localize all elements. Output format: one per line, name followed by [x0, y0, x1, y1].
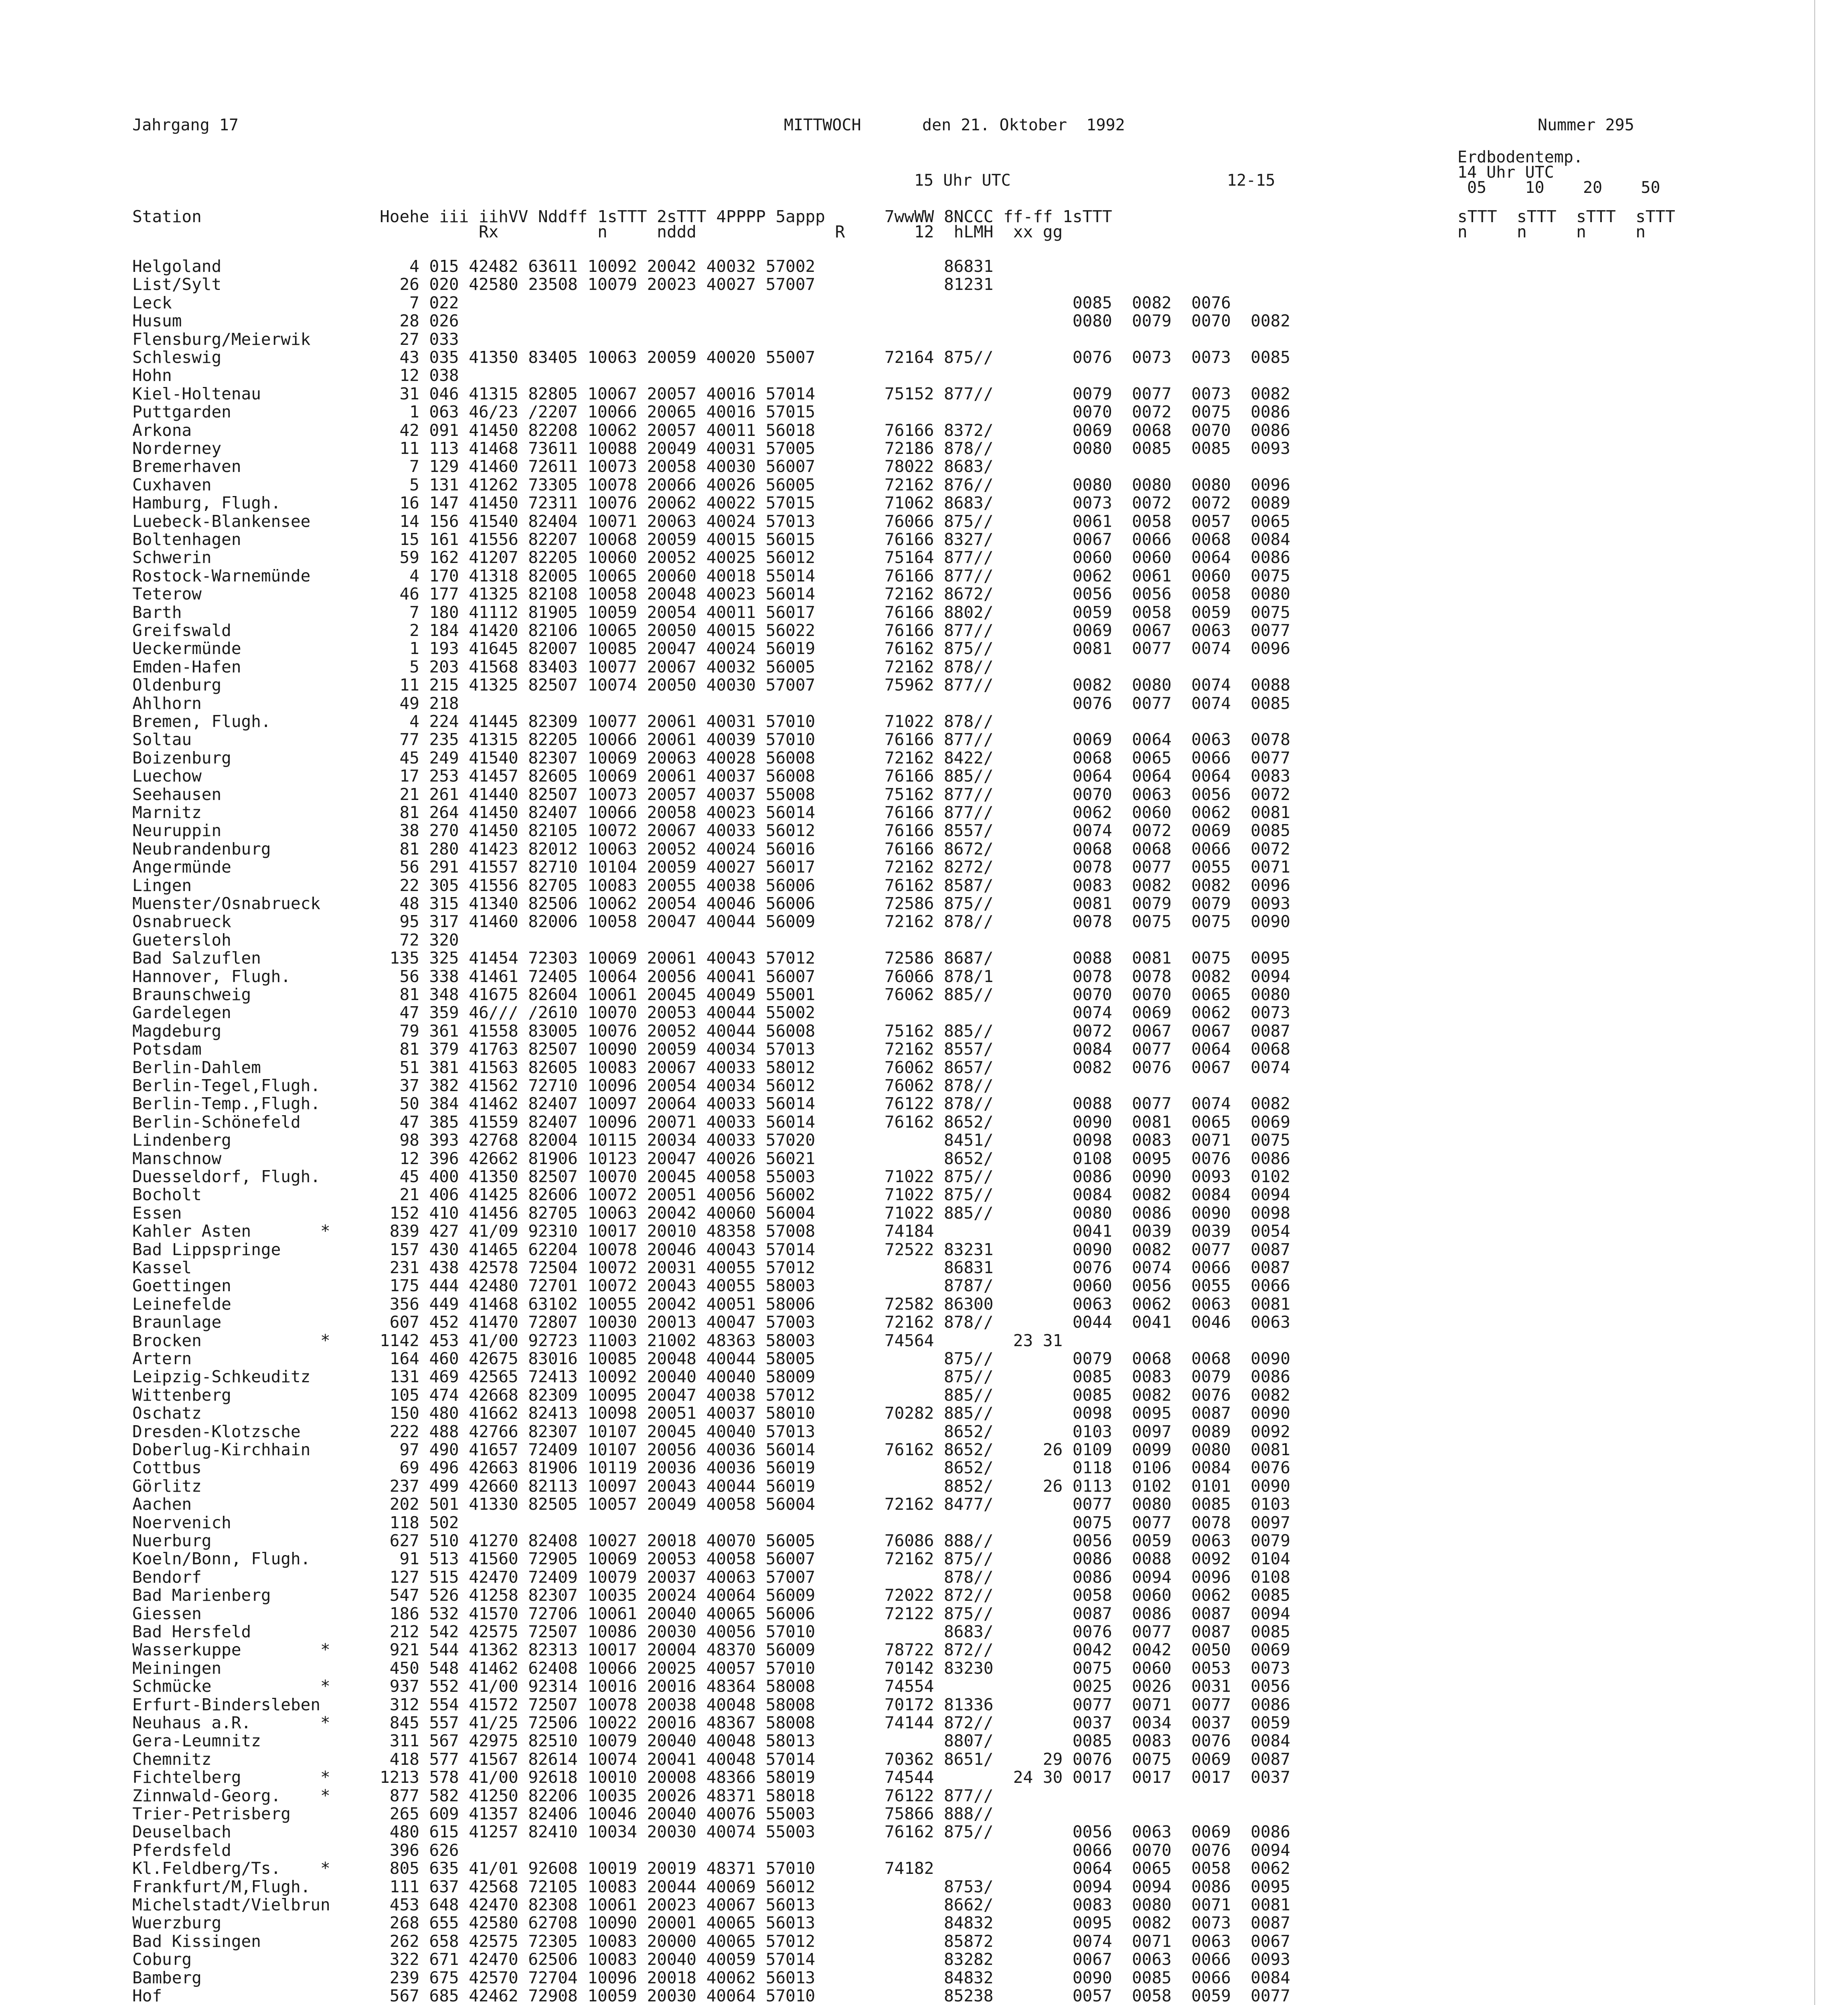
station-row: List/Sylt 26 020 42580 23508 10079 20023 40027 57007 81231	[132, 275, 994, 294]
station-row: Kassel 231 438 42578 72504 10072 20031 40055 57012 86831 0076 0074 0066 0087	[132, 1258, 1291, 1277]
station-row: Doberlug-Kirchhain 97 490 41657 72409 10107 20056 40036 56014 76162 8652/ 26 0109 0099 0080 0081	[132, 1440, 1291, 1459]
station-row: Boizenburg 45 249 41540 82307 10069 20063 40028 56008 72162 8422/ 0068 0065 0066 0077	[132, 748, 1291, 768]
station-row: Hohn 12 038	[132, 366, 459, 385]
station-row: Potsdam 81 379 41763 82507 10090 20059 40034 57013 72162 8557/ 0084 0077 0064 0068	[132, 1039, 1291, 1059]
soil-temp-title: Erdbodentemp.	[1457, 148, 1583, 166]
station-row: Duesseldorf, Flugh. 45 400 41350 82507 10070 20045 40058 55003 71022 875// 0086 0090 0093 0102	[132, 1167, 1291, 1186]
page-edge-right	[1814, 0, 1815, 2005]
station-row: Schleswig 43 035 41350 83405 10063 20059 40020 55007 72164 875// 0076 0073 0073 0085	[132, 348, 1291, 367]
station-row: Artern 164 460 42675 83016 10085 20048 40044 58005 875// 0079 0068 0068 0090	[132, 1349, 1291, 1368]
station-row: Lingen 22 305 41556 82705 10083 20055 40038 56006 76162 8587/ 0083 0082 0082 0096	[132, 875, 1291, 895]
station-row: Bad Kissingen 262 658 42575 72305 10083 20000 40065 57012 85872 0074 0071 0063 0067	[132, 1931, 1291, 1951]
station-row: Angermünde 56 291 41557 82710 10104 20059 40027 56017 72162 8272/ 0078 0077 0055 0071	[132, 857, 1291, 877]
station-row: Bad Hersfeld 212 542 42575 72507 10086 20030 40056 57010 8683/ 0076 0077 0087 0085	[132, 1622, 1291, 1641]
station-row: Boltenhagen 15 161 41556 82207 10068 20059 40015 56015 76166 8327/ 0067 0066 0068 0084	[132, 530, 1291, 549]
station-row: Bremerhaven 7 129 41460 72611 10073 20058 40030 56007 78022 8683/	[132, 457, 994, 476]
station-row: Luebeck-Blankensee 14 156 41540 82404 10071 20063 40024 57013 76066 875// 0061 0058 0057 0065	[132, 511, 1291, 531]
station-row: Neuruppin 38 270 41450 82105 10072 20067 40033 56012 76166 8557/ 0074 0072 0069 0085	[132, 821, 1291, 840]
station-row: Kiel-Holtenau 31 046 41315 82805 10067 20057 40016 57014 75152 877// 0079 0077 0073 0082	[132, 384, 1291, 403]
station-row: Chemnitz 418 577 41567 82614 10074 20041 40048 57014 70362 8651/ 29 0076 0075 0069 0087	[132, 1749, 1291, 1769]
issue-number: Nummer 295	[1538, 116, 1634, 134]
soil-header-line1: sTTT sTTT sTTT sTTT	[1457, 207, 1676, 226]
station-row: Frankfurt/M,Flugh. 111 637 42568 72105 10083 20044 40069 56012 8753/ 0094 0094 0086 0095	[132, 1877, 1291, 1896]
station-row: Cuxhaven 5 131 41262 73305 10078 20066 40026 56005 72162 876// 0080 0080 0080 0096	[132, 475, 1291, 494]
station-row: Emden-Hafen 5 203 41568 83403 10077 20067 40032 56005 72162 878//	[132, 657, 994, 676]
station-row: Braunschweig 81 348 41675 82604 10061 20045 40049 55001 76062 885// 0070 0070 0065 0080	[132, 985, 1291, 1004]
station-row: Noervenich 118 502 0075 0077 0078 0097	[132, 1513, 1291, 1532]
station-row: Braunlage 607 452 41470 72807 10030 20013 40047 57003 72162 878// 0044 0041 0046 0063	[132, 1312, 1291, 1332]
station-row: Bocholt 21 406 41425 82606 10072 20051 40056 56002 71022 875// 0084 0082 0084 0094	[132, 1185, 1291, 1205]
station-row: Gera-Leumnitz 311 567 42975 82510 10079 20040 40048 58013 8807/ 0085 0083 0076 0084	[132, 1731, 1291, 1751]
station-row: Leck 7 022 0085 0082 0076	[132, 293, 1231, 312]
station-row: Muenster/Osnabrueck 48 315 41340 82506 10062 20054 40046 56006 72586 875// 0081 0079 0079 0093	[132, 894, 1291, 913]
station-row: Teterow 46 177 41325 82108 10058 20048 40023 56014 72162 8672/ 0056 0056 0058 0080	[132, 584, 1291, 604]
station-row: Hof 567 685 42462 72908 10059 20030 40064 57010 85238 0057 0058 0059 0077	[132, 1986, 1291, 2005]
station-row: Flensburg/Meierwik 27 033	[132, 329, 459, 349]
station-row: Cottbus 69 496 42663 81906 10119 20036 40036 56019 8652/ 0118 0106 0084 0076	[132, 1458, 1291, 1478]
station-row: Soltau 77 235 41315 82205 10066 20061 40039 57010 76166 877// 0069 0064 0063 0078	[132, 730, 1291, 749]
station-row: Neubrandenburg 81 280 41423 82012 10063 20052 40024 56016 76166 8672/ 0068 0068 0066 0072	[132, 839, 1291, 859]
obs-time-1215: 12-15	[1227, 171, 1275, 190]
station-row: Bamberg 239 675 42570 72704 10096 20018 40062 56013 84832 0090 0085 0066 0084	[132, 1968, 1291, 1987]
station-row: Oschatz 150 480 41662 82413 10098 20051 40037 58010 70282 885// 0098 0095 0087 0090	[132, 1404, 1291, 1423]
station-row: Marnitz 81 264 41450 82407 10066 20058 40023 56014 76166 877// 0062 0060 0062 0081	[132, 803, 1291, 822]
station-row: Michelstadt/Vielbrun 453 648 42470 82308 10061 20023 40067 56013 8662/ 0083 0080 0071 0081	[132, 1895, 1291, 1914]
station-row: Magdeburg 79 361 41558 83005 10076 20052 40044 56008 75162 885// 0072 0067 0067 0087	[132, 1021, 1291, 1041]
station-row: Schwerin 59 162 41207 82205 10060 20052 40025 56012 75164 877// 0060 0060 0064 0086	[132, 548, 1291, 567]
station-row: Bendorf 127 515 42470 72409 10079 20037 40063 57007 878// 0086 0094 0096 0108	[132, 1567, 1291, 1587]
station-row: Dresden-Klotzsche 222 488 42766 82307 10107 20045 40040 57013 8652/ 0103 0097 0089 0092	[132, 1422, 1291, 1441]
station-row: Hannover, Flugh. 56 338 41461 72405 10064 20056 40041 56007 76066 878/1 0078 0078 0082 0094	[132, 966, 1291, 986]
station-row: Kahler Asten * 839 427 41/09 92310 10017 20010 48358 57008 74184 0041 0039 0039 0054	[132, 1221, 1291, 1241]
station-row: Brocken * 1142 453 41/00 92723 11003 21002 48363 58003 74564 23 31	[132, 1331, 1063, 1350]
station-row: Husum 28 026 0080 0079 0070 0082	[132, 311, 1291, 331]
station-row: Bad Salzuflen 135 325 41454 72303 10069 20061 40043 57012 72586 8687/ 0088 0081 0075 0095	[132, 948, 1291, 968]
station-row: Puttgarden 1 063 46/23 /2207 10066 20065 40016 57015 0070 0072 0075 0086	[132, 402, 1291, 422]
station-row: Neuhaus a.R. * 845 557 41/25 72506 10022 20016 48367 58008 74144 872// 0037 0034 0037 0059	[132, 1713, 1291, 1732]
station-row: Ahlhorn 49 218 0076 0077 0074 0085	[132, 693, 1291, 713]
station-row: Norderney 11 113 41468 73611 10088 20049 40031 57005 72186 878// 0080 0085 0085 0093	[132, 439, 1291, 458]
station-row: Zinnwald-Georg. * 877 582 41250 82206 10035 20026 48371 58018 76122 877//	[132, 1786, 994, 1805]
station-row: Coburg 322 671 42470 62506 10083 20040 40059 57014 83282 0067 0063 0066 0093	[132, 1950, 1291, 1969]
station-row: Oldenburg 11 215 41325 82507 10074 20050 40030 57007 75962 877// 0082 0080 0074 0088	[132, 675, 1291, 695]
station-row: Ueckermünde 1 193 41645 82007 10085 20047 40024 56019 76162 875// 0081 0077 0074 0096	[132, 639, 1291, 658]
column-header-line2: Rx n nddd R 12 hLMH xx gg	[132, 222, 1063, 241]
soil-temp-time: 14 Uhr UTC	[1457, 163, 1554, 182]
soil-depths: 05 10 20 50	[1457, 178, 1660, 197]
station-row: Wittenberg 105 474 42668 82309 10095 20047 40038 57012 885// 0085 0082 0076 0082	[132, 1385, 1291, 1405]
station-row: Greifswald 2 184 41420 82106 10065 20050 40015 56022 76166 877// 0069 0067 0063 0077	[132, 621, 1291, 640]
station-row: Osnabrueck 95 317 41460 82006 10058 20047 40044 56009 72162 878// 0078 0075 0075 0090	[132, 912, 1291, 932]
station-row: Goettingen 175 444 42480 72701 10072 20043 40055 58003 8787/ 0060 0056 0055 0066	[132, 1276, 1291, 1296]
column-header-line1: Station Hoehe iii iihVV Nddff 1sTTT 2sTTT 4PPPP 5appp 7wwWW 8NCCC ff-ff 1sTTT	[132, 207, 1112, 226]
station-row: Koeln/Bonn, Flugh. 91 513 41560 72905 10069 20053 40058 56007 72162 875// 0086 0088 0092 0104	[132, 1549, 1291, 1569]
station-row: Bad Marienberg 547 526 41258 82307 10035 20024 40064 56009 72022 872// 0058 0060 0062 0085	[132, 1586, 1291, 1605]
station-row: Berlin-Dahlem 51 381 41563 82605 10083 20067 40033 58012 76062 8657/ 0082 0076 0067 0074	[132, 1057, 1291, 1077]
station-row: Rostock-Warnemünde 4 170 41318 82005 10065 20060 40018 55014 76166 877// 0062 0061 0060 0075	[132, 566, 1291, 585]
station-row: Bad Lippspringe 157 430 41465 62204 10078 20046 40043 57014 72522 83231 0090 0082 0077 0087	[132, 1239, 1291, 1259]
station-row: Gardelegen 47 359 46/// /2610 10070 20053 40044 55002 0074 0069 0062 0073	[132, 1003, 1291, 1023]
station-row: Luechow 17 253 41457 82605 10069 20061 40037 56008 76166 885// 0064 0064 0064 0083	[132, 766, 1291, 786]
station-row: Bremen, Flugh. 4 224 41445 82309 10077 20061 40031 57010 71022 878//	[132, 712, 994, 731]
station-row: Kl.Feldberg/Ts. * 805 635 41/01 92608 10019 20019 48371 57010 74182 0064 0065 0058 0062	[132, 1859, 1291, 1878]
station-row: Görlitz 237 499 42660 82113 10097 20043 40044 56019 8852/ 26 0113 0102 0101 0090	[132, 1476, 1291, 1496]
station-row: Wasserkuppe * 921 544 41362 82313 10017 20004 48370 56009 78722 872// 0042 0042 0050 0069	[132, 1640, 1291, 1660]
station-row: Guetersloh 72 320	[132, 930, 459, 950]
station-row: Arkona 42 091 41450 82208 10062 20057 40011 56018 76166 8372/ 0069 0068 0070 0086	[132, 420, 1291, 440]
station-row: Erfurt-Bindersleben 312 554 41572 72507 10078 20038 40048 58008 70172 81336 0077 0071 0077 0086	[132, 1695, 1291, 1714]
station-row: Fichtelberg * 1213 578 41/00 92618 10010 20008 48366 58019 74544 24 30 0017 0017 0017 0037	[132, 1768, 1291, 1787]
date-label: den 21. Oktober 1992	[922, 116, 1125, 134]
jahrgang-label: Jahrgang 17	[132, 116, 239, 134]
obs-time-15utc: 15 Uhr UTC	[914, 171, 1011, 190]
station-row: Berlin-Tegel,Flugh. 37 382 41562 72710 10096 20054 40034 56012 76062 878//	[132, 1076, 994, 1095]
station-row: Hamburg, Flugh. 16 147 41450 72311 10076 20062 40022 57015 71062 8683/ 0073 0072 0072 0089	[132, 493, 1291, 513]
station-row: Barth 7 180 41112 81905 10059 20054 40011 56017 76166 8802/ 0059 0058 0059 0075	[132, 602, 1291, 622]
station-row: Schmücke * 937 552 41/00 92314 10016 20016 48364 58008 74554 0025 0026 0031 0056	[132, 1677, 1291, 1696]
station-row: Giessen 186 532 41570 72706 10061 20040 40065 56006 72122 875// 0087 0086 0087 0094	[132, 1604, 1291, 1623]
soil-header-line2: n n n n	[1457, 222, 1646, 241]
station-row: Lindenberg 98 393 42768 82004 10115 20034 40033 57020 8451/ 0098 0083 0071 0075	[132, 1130, 1291, 1150]
station-row: Meiningen 450 548 41462 62408 10066 20025 40057 57010 70142 83230 0075 0060 0053 0073	[132, 1658, 1291, 1678]
station-row: Aachen 202 501 41330 82505 10057 20049 40058 56004 72162 8477/ 0077 0080 0085 0103	[132, 1495, 1291, 1514]
station-row: Wuerzburg 268 655 42580 62708 10090 20001 40065 56013 84832 0095 0082 0073 0087	[132, 1913, 1291, 1933]
station-row: Helgoland 4 015 42482 63611 10092 20042 40032 57002 86831	[132, 257, 994, 276]
weekday-label: MITTWOCH	[784, 116, 861, 134]
station-row: Leinefelde 356 449 41468 63102 10055 20042 40051 58006 72582 86300 0063 0062 0063 0081	[132, 1294, 1291, 1314]
station-row: Manschnow 12 396 42662 81906 10123 20047 40026 56021 8652/ 0108 0095 0076 0086	[132, 1148, 1291, 1168]
station-row: Deuselbach 480 615 41257 82410 10034 20030 40074 55003 76162 875// 0056 0063 0069 0086	[132, 1822, 1291, 1842]
station-row: Nuerburg 627 510 41270 82408 10027 20018 40070 56005 76086 888// 0056 0059 0063 0079	[132, 1531, 1291, 1550]
station-row: Essen 152 410 41456 82705 10063 20042 40060 56004 71022 885// 0080 0086 0090 0098	[132, 1203, 1291, 1223]
station-row: Berlin-Schönefeld 47 385 41559 82407 10096 20071 40033 56014 76162 8652/ 0090 0081 0065 0069	[132, 1112, 1291, 1132]
station-row: Berlin-Temp.,Flugh. 50 384 41462 82407 10097 20064 40033 56014 76122 878// 0088 0077 0074 0082	[132, 1094, 1291, 1114]
station-row: Pferdsfeld 396 626 0066 0070 0076 0094	[132, 1840, 1291, 1860]
station-row: Seehausen 21 261 41440 82507 10073 20057 40037 55008 75162 877// 0070 0063 0056 0072	[132, 784, 1291, 804]
station-row: Leipzig-Schkeuditz 131 469 42565 72413 10092 20040 40040 58009 875// 0085 0083 0079 0086	[132, 1367, 1291, 1387]
station-row: Trier-Petrisberg 265 609 41357 82406 10046 20040 40076 55003 75866 888//	[132, 1804, 994, 1823]
